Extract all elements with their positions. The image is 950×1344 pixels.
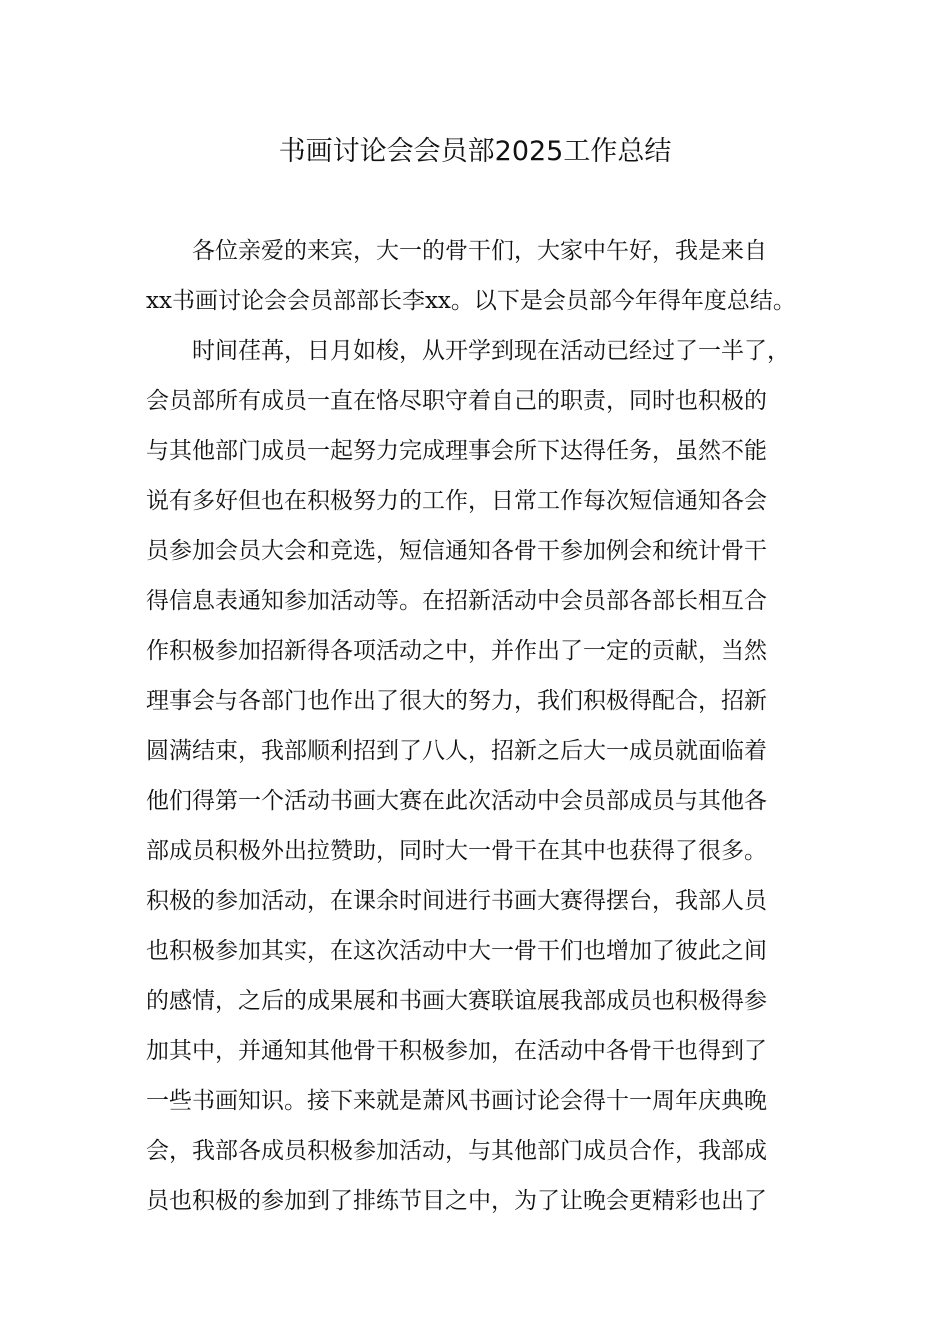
paragraph-line: 也积极参加其实，在这次活动中大一骨干们也增加了彼此之间 <box>146 938 767 964</box>
paragraph-line: 作积极参加招新得各项活动之中，并作出了一定的贡献，当然 <box>146 638 767 664</box>
paragraph-line: 员也积极的参加到了排练节目之中，为了让晚会更精彩也出了 <box>146 1188 767 1214</box>
paragraph-line: 一些书画知识。接下来就是萧风书画讨论会得十一周年庆典晚 <box>146 1088 767 1114</box>
paragraph-line: 圆满结束，我部顺利招到了八人，招新之后大一成员就面临着 <box>146 738 767 764</box>
paragraph-line: 与其他部门成员一起努力完成理事会所下达得任务，虽然不能 <box>146 438 767 464</box>
document-title: 书画讨论会会员部2025工作总结 <box>278 136 672 167</box>
paragraph-line: 得信息表通知参加活动等。在招新活动中会员部各部长相互合 <box>146 588 767 614</box>
paragraph-line: 积极的参加活动，在课余时间进行书画大赛得摆台，我部人员 <box>146 888 767 914</box>
paragraph-line: 会员部所有成员一直在恪尽职守着自己的职责，同时也积极的 <box>146 388 767 414</box>
paragraph-line: 时间荏苒，日月如梭，从开学到现在活动已经过了一半了， <box>192 338 790 364</box>
paragraph-line: 加其中，并通知其他骨干积极参加，在活动中各骨干也得到了 <box>146 1038 767 1064</box>
paragraph-line: xx书画讨论会会员部部长李xx。以下是会员部今年得年度总结。 <box>146 288 796 314</box>
paragraph-line: 理事会与各部门也作出了很大的努力，我们积极得配合，招新 <box>146 688 767 714</box>
paragraph-line: 各位亲爱的来宾，大一的骨干们，大家中午好，我是来自 <box>192 238 767 264</box>
paragraph-line: 员参加会员大会和竞选，短信通知各骨干参加例会和统计骨干 <box>146 538 767 564</box>
paragraph-line: 他们得第一个活动书画大赛在此次活动中会员部成员与其他各 <box>146 788 767 814</box>
paragraph-line: 说有多好但也在积极努力的工作，日常工作每次短信通知各会 <box>146 488 767 514</box>
paragraph-line: 部成员积极外出拉赞助，同时大一骨干在其中也获得了很多。 <box>146 838 767 864</box>
paragraph-line: 的感情，之后的成果展和书画大赛联谊展我部成员也积极得参 <box>146 988 767 1014</box>
paragraph-line: 会，我部各成员积极参加活动，与其他部门成员合作，我部成 <box>146 1138 767 1164</box>
